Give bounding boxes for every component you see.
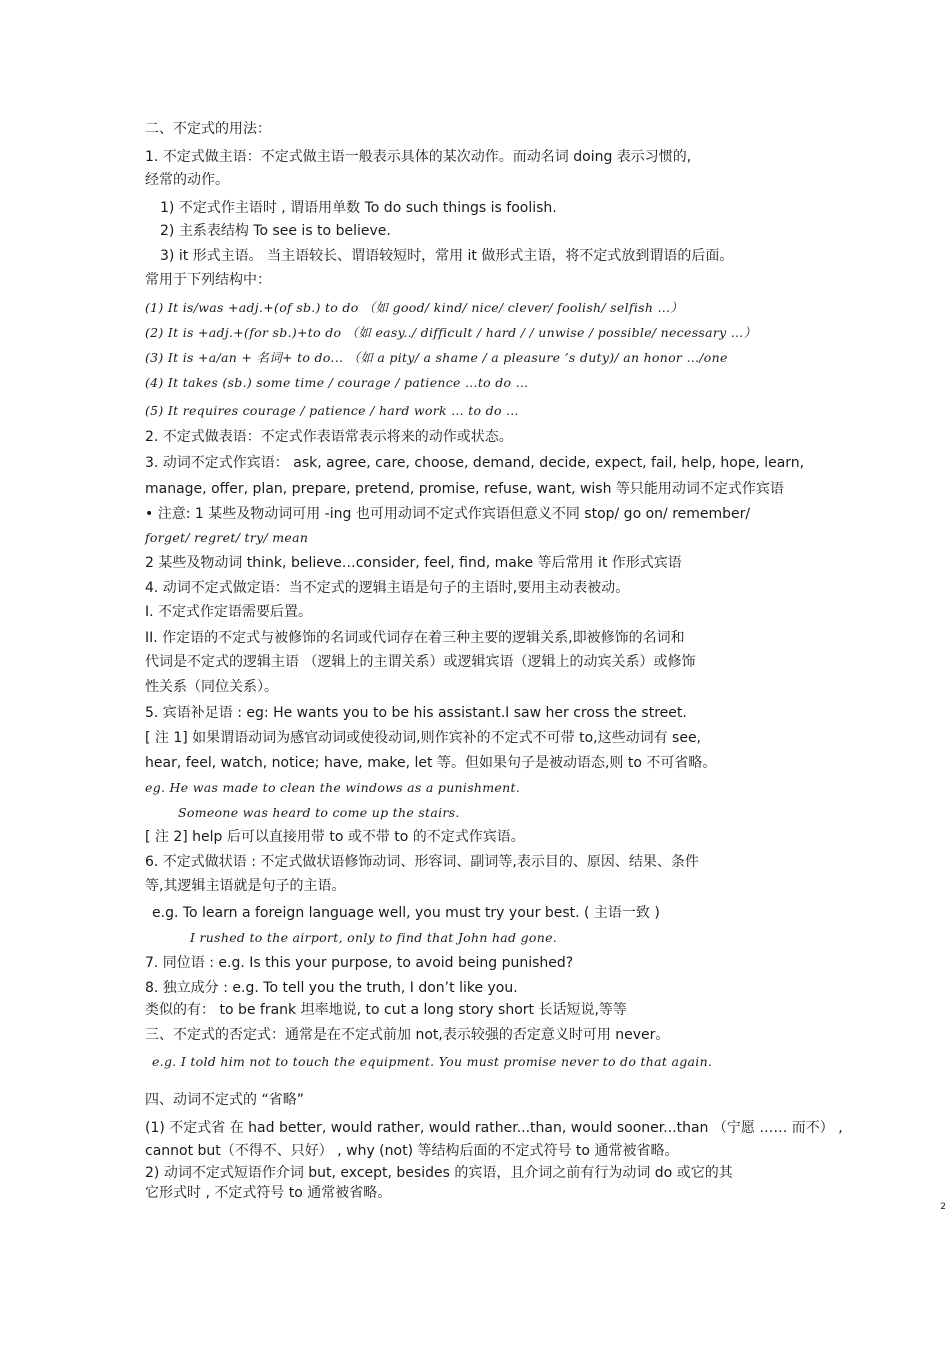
section-heading-negative: 三、不定式的否定式：通常是在不定式前加 not,表示较强的否定意义时可用 never。 bbox=[145, 1027, 670, 1043]
text-line: hear, feel, watch, notice; have, make, let 等。但如果句子是被动语态,则 to 不可省略。 bbox=[145, 755, 717, 771]
structure-line: (3) It is +a/an + 名词+ to do... （如 a pity/ a shame / a pleasure ’s duty)/ an honor …/one bbox=[145, 350, 728, 365]
text-line: I. 不定式作定语需要后置。 bbox=[145, 604, 313, 620]
text-line: (1) 不定式省 在 had better, would rather, would rather...than, would sooner...than （宁愿 …… 而不） , bbox=[145, 1120, 843, 1136]
text-line: 8. 独立成分 : e.g. To tell you the truth, I don’t like you. bbox=[145, 980, 518, 996]
text-line: 它形式时 , 不定式符号 to 通常被省略。 bbox=[145, 1185, 392, 1201]
text-line: 2. 不定式做表语：不定式作表语常表示将来的动作或状态。 bbox=[145, 429, 513, 445]
text-line: II. 作定语的不定式与被修饰的名词或代词存在着三种主要的逻辑关系,即被修饰的名词和 bbox=[145, 630, 685, 646]
text-line: 2 某些及物动词 think, believe…consider, feel, find, make 等后常用 it 作形式宾语 bbox=[145, 555, 682, 571]
section-heading-omission: 四、动词不定式的 “省略” bbox=[145, 1092, 304, 1108]
structure-line: (1) It is/was +adj.+(of sb.) to do （如 good/ kind/ nice/ clever/ foolish/ selfish …） bbox=[145, 300, 684, 315]
text-line: 3. 动词不定式作宾语： ask, agree, care, choose, demand, decide, expect, fail, help, hope, learn, bbox=[145, 455, 805, 471]
text-line: cannot but（不得不、只好） , why (not) 等结构后面的不定式符号 to 通常被省略。 bbox=[145, 1143, 679, 1159]
text-line: 性关系（同位关系）。 bbox=[145, 679, 278, 695]
example-line: e.g. I told him not to touch the equipment. You must promise never to do that again. bbox=[152, 1054, 713, 1069]
example-line: eg. He was made to clean the windows as a punishment. bbox=[145, 780, 521, 795]
structure-line: (2) It is +adj.+(for sb.)+to do （如 easy../ difficult / hard / / unwise / possible/ necessary …） bbox=[145, 325, 757, 340]
note-line: • 注意: 1 某些及物动词可用 -ing 也可用动词不定式作宾语但意义不同 stop/ go on/ remember/ bbox=[145, 506, 751, 522]
text-line: 1. 不定式做主语：不定式做主语一般表示具体的某次动作。而动名词 doing 表示习惯的, bbox=[145, 149, 692, 165]
text-line: 7. 同位语 : e.g. Is this your purpose, to avoid being punished? bbox=[145, 955, 574, 971]
structure-line: (5) It requires courage / patience / hard work … to do … bbox=[145, 403, 519, 418]
text-line: 5. 宾语补足语 : eg: He wants you to be his assistant.I saw her cross the street. bbox=[145, 705, 687, 721]
note-line: [ 注 1] 如果谓语动词为感官动词或使役动词,则作宾补的不定式不可带 to,这些动词有 see, bbox=[145, 730, 702, 746]
structure-line: (4) It takes (sb.) some time / courage / patience …to do … bbox=[145, 375, 529, 390]
text-line: 2) 动词不定式短语作介词 but, except, besides 的宾语，且介词之前有行为动词 do 或它的其 bbox=[145, 1165, 733, 1181]
section-heading-usage: 二、不定式的用法： bbox=[145, 121, 271, 137]
text-line: 4. 动词不定式做定语：当不定式的逻辑主语是句子的主语时,要用主动表被动。 bbox=[145, 580, 630, 596]
note-line: [ 注 2] help 后可以直接用带 to 或不带 to 的不定式作宾语。 bbox=[145, 829, 525, 845]
text-line: forget/ regret/ try/ mean bbox=[145, 530, 309, 545]
text-line: 类似的有： to be frank 坦率地说, to cut a long story short 长话短说,等等 bbox=[145, 1002, 627, 1018]
text-line: 1) 不定式作主语时 , 谓语用单数 To do such things is foolish. bbox=[160, 200, 557, 216]
text-line: manage, offer, plan, prepare, pretend, promise, refuse, want, wish 等只能用动词不定式作宾语 bbox=[145, 481, 784, 497]
text-line: 3) it 形式主语。 当主语较长、谓语较短时，常用 it 做形式主语，将不定式放到谓语的后面。 bbox=[160, 248, 734, 264]
text-line: 代词是不定式的逻辑主语 （逻辑上的主谓关系）或逻辑宾语（逻辑上的动宾关系）或修饰 bbox=[145, 654, 696, 670]
text-line: 6. 不定式做状语 : 不定式做状语修饰动词、形容词、副词等,表示目的、原因、结果、条件 bbox=[145, 854, 699, 870]
page-number: 2 bbox=[940, 1202, 946, 1212]
example-line: Someone was heard to come up the stairs. bbox=[178, 805, 460, 820]
text-line: 等,其逻辑主语就是句子的主语。 bbox=[145, 878, 346, 894]
text-line: 常用于下列结构中： bbox=[145, 272, 271, 288]
example-line: I rushed to the airport, only to find that John had gone. bbox=[190, 930, 558, 945]
example-line: e.g. To learn a foreign language well, you must try your best. ( 主语一致 ) bbox=[152, 905, 660, 921]
text-line: 2) 主系表结构 To see is to believe. bbox=[160, 223, 391, 239]
text-line: 经常的动作。 bbox=[145, 172, 229, 188]
